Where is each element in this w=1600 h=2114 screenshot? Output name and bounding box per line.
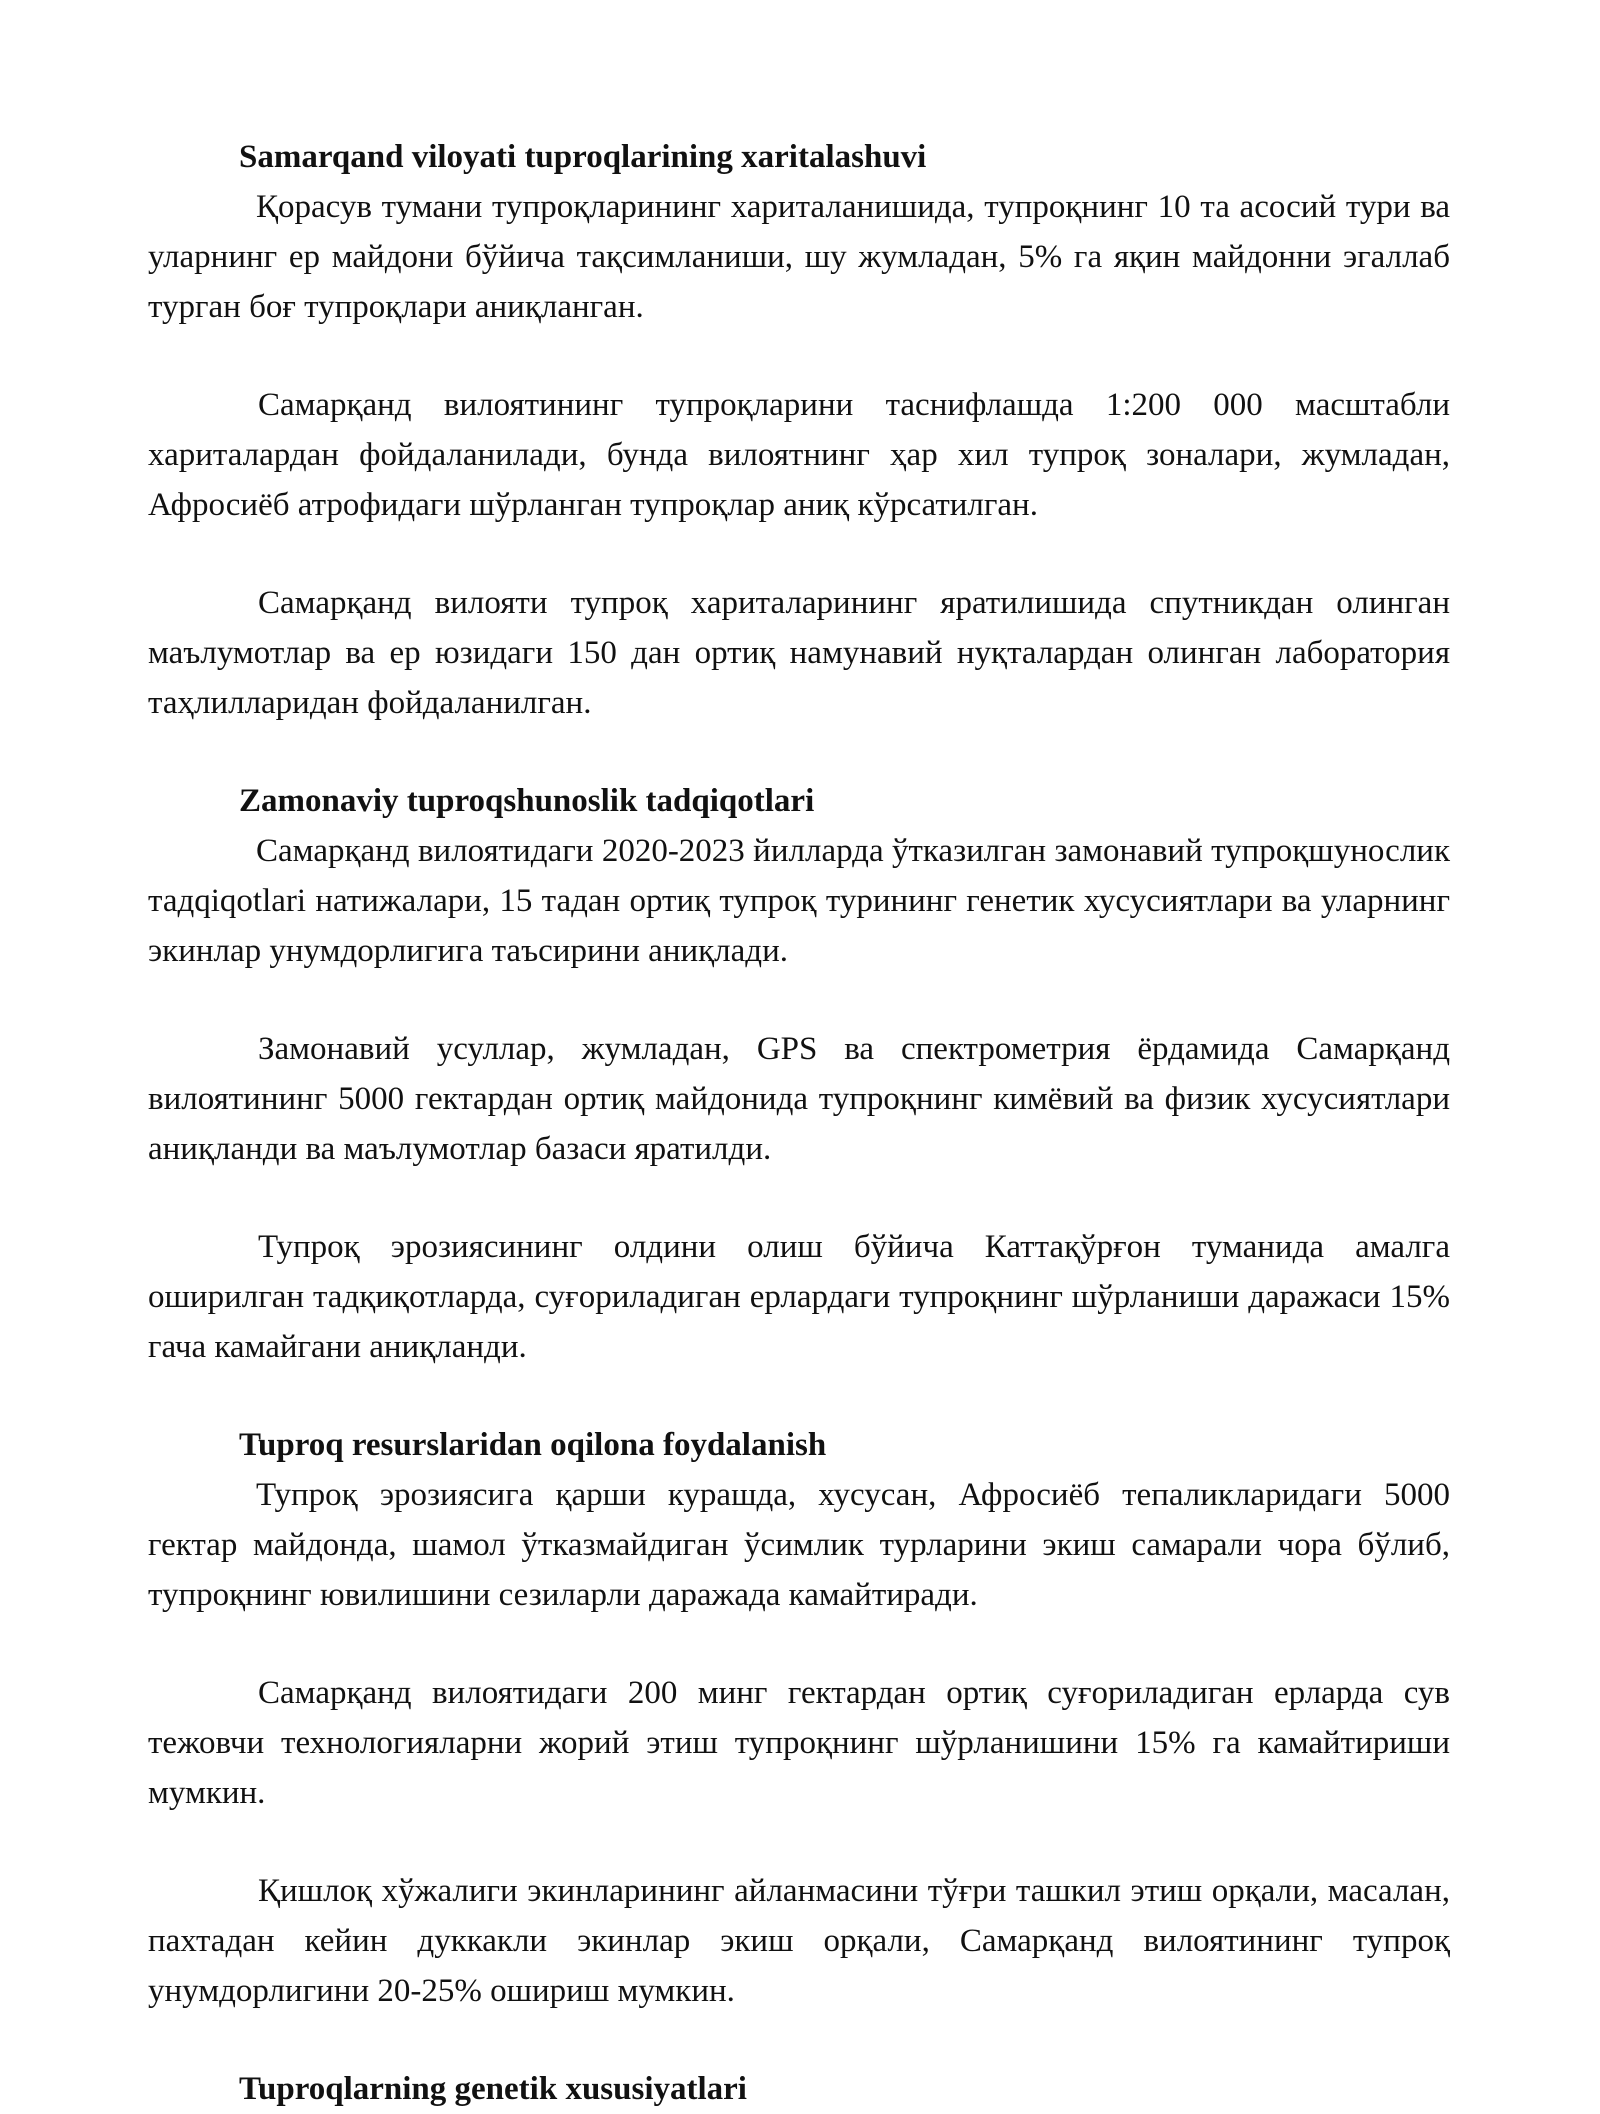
paragraph: Самарқанд вилояти тупроқ хариталарининг яратилишида спутникдан олинган маълумотлар ва ер юзидаги 150 дан ортиқ намунавий нуқталардан олинган лаборатория таҳлилларидан фойдаланилган. [148,585,1450,721]
section-heading: Tuproqlarning genetik xususiyatlari [239,2071,747,2107]
paragraph: Самарқанд вилоятидаги 2020-2023 йилларда ўтказилган замонавий тупроқшунослик тадqiqotlari натижалари, 15 тадан ортиқ тупроқ турининг генетик хусусиятлари ва уларнинг экинлар унумдорлигига таъсирини аниқлади. [148,833,1450,969]
section-soil-mapping [148,132,1450,728]
paragraph: Самарқанд вилоятининг тупроқларини таснифлашда 1:200 000 масштабли хариталардан фойдаланилади, бунда вилоятнинг ҳар хил тупроқ зоналари, жумладан, Афросиёб атрофидаги шўрланган тупроқлар аниқ кўрсатилган. [148,387,1450,523]
section-heading: Zamonaviy tuproqshunoslik tadqiqotlari [239,783,815,819]
section-resource-use [148,1420,1450,2016]
section-heading: Tuproq resurslaridan oqilona foydalanish [239,1427,827,1463]
paragraph: Тупроқ эрозиясига қарши курашда, хусусан, Афросиёб тепаликларидаги 5000 гектар майдонда, шамол ўтказмайдиган ўсимлик турларини экиш самарали чора бўлиб, тупроқнинг ювилишини сезиларли даражада камайтиради. [148,1477,1450,1613]
section-modern-research [148,776,1450,1372]
paragraph: Самарқанд вилоятидаги 200 минг гектардан ортиқ суғориладиган ерларда сув тежовчи технологияларни жорий этиш тупроқнинг шўрланишини 15% га камайтириши мумкин. [148,1675,1450,1811]
document-page [148,132,1450,2114]
paragraph: Қорасув тумани тупроқларининг хариталанишида, тупроқнинг 10 та асосий тури ва уларнинг ер майдони бўйича тақсимланиши, шу жумладан, 5% га яқин майдонни эгаллаб турган боғ тупроқлари аниқланган. [148,189,1450,325]
section-heading: Samarqand viloyati tuproqlarining xaritalashuvi [239,139,927,175]
paragraph: Тупроқ эрозиясининг олдини олиш бўйича Каттақўрғон туманида амалга оширилган тадқиқотларда, суғориладиган ерлардаги тупроқнинг шўрланиши даражаси 15% гача камайгани аниқланди. [148,1229,1450,1365]
paragraph: Қишлоқ хўжалиги экинларининг айланмасини тўғри ташкил этиш орқали, масалан, пахтадан кейин дуккакли экинлар экиш орқали, Самарқанд вилоятининг тупроқ унумдорлигини 20-25% ошириш мумкин. [148,1873,1450,2009]
section-genetic-properties [148,2064,1450,2114]
paragraph: Замонавий усуллар, жумладан, GPS ва спектрометрия ёрдамида Самарқанд вилоятининг 5000 гектардан ортиқ майдонида тупроқнинг кимёвий ва физик хусусиятлари аниқланди ва маълумотлар базаси яратилди. [148,1031,1450,1167]
